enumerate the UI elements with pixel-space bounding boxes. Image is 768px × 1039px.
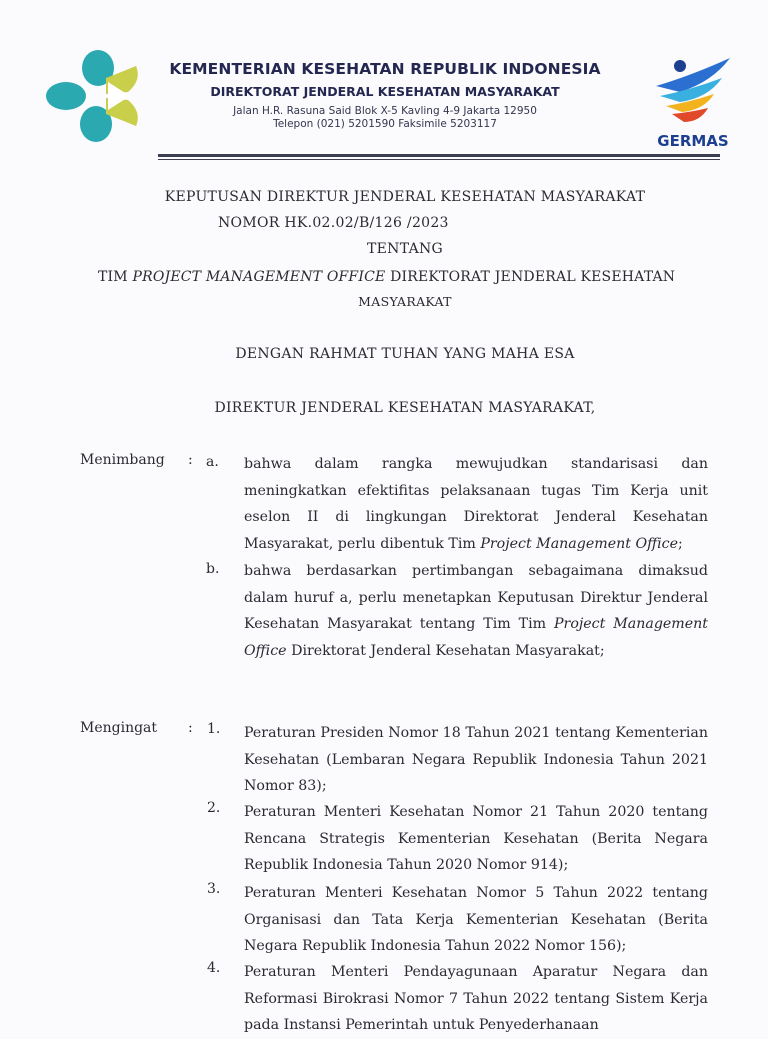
- org-phone: Telepon (021) 5201590 Faksimile 5203117: [273, 118, 497, 130]
- decree-subject: [98, 269, 675, 285]
- menimbang-marker-a: a.: [206, 454, 219, 470]
- blessing-line: DENGAN RAHMAT TUHAN YANG MAHA ESA: [235, 346, 575, 362]
- mengingat-item-2: Peraturan Menteri Kesehatan Nomor 21 Tahun 2020 tentang Rencana Strategis Kementerian Kesehatan (Berita Negara Republik Indonesia Tahun 2020 Nomor 914);: [244, 804, 708, 873]
- letterhead-divider: [158, 154, 720, 157]
- menimbang-b-text: bahwa berdasarkan pertimbangan sebagaimana dimaksud dalam huruf a, perlu menetapkan Keputusan Direktur Jenderal Kesehatan Masyarakat tentang Tim Tim: [244, 563, 708, 632]
- letterhead-divider-thin: [158, 159, 720, 160]
- germas-label: GERMAS: [657, 132, 729, 150]
- menimbang-marker-b: b.: [206, 561, 220, 577]
- mengingat-marker-2: 2.: [207, 800, 221, 816]
- menimbang-item-a: [244, 451, 708, 557]
- org-address: Jalan H.R. Rasuna Said Blok X-5 Kavling 4-9 Jakarta 12950: [233, 105, 537, 117]
- subject-italic: PROJECT MANAGEMENT OFFICE: [132, 269, 386, 285]
- decree-number: NOMOR HK.02.02/B/126 /2023: [218, 215, 449, 231]
- mengingat-item-1: Peraturan Presiden Nomor 18 Tahun 2021 tentang Kementerian Kesehatan (Lembaran Negara Republik Indonesia Tahun 2021 Nomor 83);: [244, 725, 708, 794]
- mengingat-marker-3: 3.: [207, 881, 221, 897]
- menimbang-b-after: Direktorat Jenderal Kesehatan Masyarakat;: [286, 642, 605, 659]
- mengingat-item-4: Peraturan Menteri Pendayagunaan Aparatur Negara dan Reformasi Birokrasi Nomor 7 Tahun 2022 tentang Sistem Kerja pada Instansi Pemerintah untuk Penyederhanaan: [244, 964, 708, 1033]
- official-line: DIREKTUR JENDERAL KESEHATAN MASYARAKAT,: [214, 400, 596, 416]
- germas-logo-icon: [650, 52, 734, 126]
- decree-title: KEPUTUSAN DIREKTUR JENDERAL KESEHATAN MASYARAKAT: [164, 189, 646, 205]
- menimbang-label: Menimbang: [80, 452, 165, 468]
- letterhead-text: [150, 60, 620, 130]
- mengingat-marker-1: 1.: [207, 721, 221, 737]
- menimbang-item-b: [244, 558, 708, 664]
- mengingat-item-3: Peraturan Menteri Kesehatan Nomor 5 Tahun 2022 tentang Organisasi dan Tata Kerja Kementerian Kesehatan (Berita Negara Republik Indonesia Tahun 2022 Nomor 156);: [244, 885, 708, 954]
- subject-suffix: DIREKTORAT JENDERAL KESEHATAN: [385, 269, 676, 285]
- subject-prefix: TIM: [98, 269, 133, 285]
- decree-subject-line2: MASYARAKAT: [358, 294, 452, 309]
- mengingat-colon: :: [188, 720, 193, 736]
- menimbang-a-after: ;: [678, 535, 683, 552]
- menimbang-a-italic: Project Management Office: [480, 535, 679, 552]
- mengingat-marker-4: 4.: [207, 960, 221, 976]
- menimbang-b-italic: Project Management Office: [244, 616, 708, 659]
- menimbang-a-text: bahwa dalam rangka mewujudkan standarisasi dan meningkatkan efektifitas pelaksanaan tugas Tim Kerja unit eselon II di lingkungan Direktorat Jenderal Kesehatan Masyarakat, perlu dibentuk Tim: [244, 456, 708, 552]
- org-unit: DIREKTORAT JENDERAL KESEHATAN MASYARAKAT: [210, 84, 560, 99]
- tentang-heading: TENTANG: [366, 241, 444, 257]
- mengingat-label: Mengingat: [80, 720, 158, 736]
- kemenkes-logo-icon: [44, 48, 144, 144]
- org-name: KEMENTERIAN KESEHATAN REPUBLIK INDONESIA: [169, 60, 601, 78]
- menimbang-colon: :: [188, 452, 193, 468]
